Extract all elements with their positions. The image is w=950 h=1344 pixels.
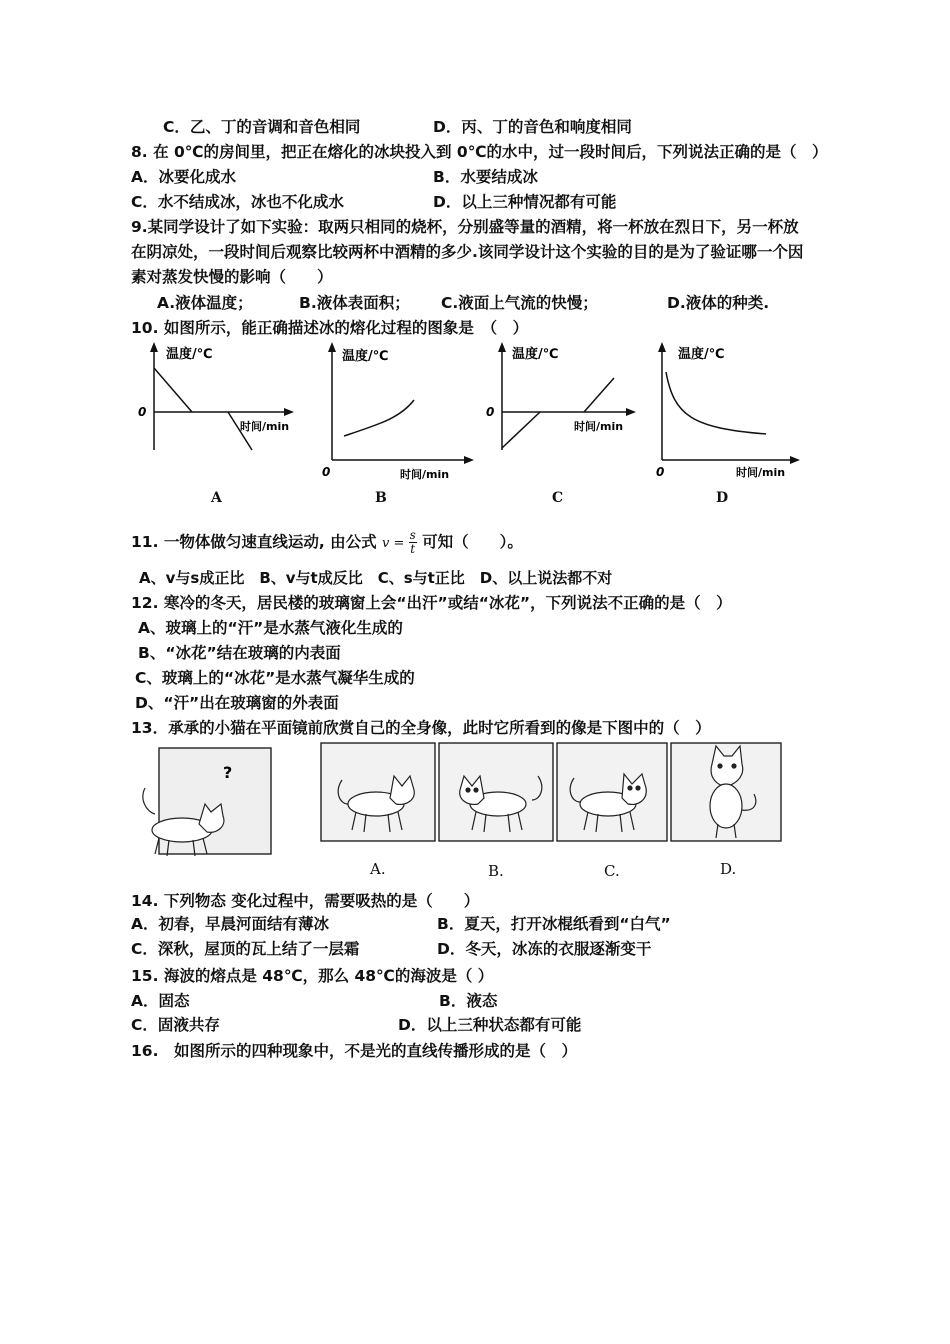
q8-option-d: D．以上三种情况都有可能 — [433, 193, 617, 211]
q15-option-c: C．固液共存 — [131, 1016, 220, 1034]
q11-stem-suffix: 可知（ ）。 — [422, 533, 523, 551]
cat-option-c — [556, 742, 668, 842]
cat-option-b-label: B. — [488, 862, 504, 880]
q14-stem: 14. 下列物态 变化过程中，需要吸热的是（ ） — [131, 892, 480, 910]
q14-option-a: A．初春，早晨河面结有薄冰 — [131, 915, 329, 933]
q9-option-a: A.液体温度； — [157, 294, 253, 312]
graph-a — [130, 340, 310, 490]
q11-stem — [131, 529, 523, 556]
q16-stem: 16. 如图所示的四种现象中，不是光的直线传播形成的是（ ） — [131, 1042, 577, 1060]
cat-option-c-label: C. — [604, 862, 620, 880]
q14-option-c: C．深秋，屋顶的瓦上结了一层霜 — [131, 940, 360, 958]
q12-option-c: C、玻璃上的“冰花”是水蒸气凝华生成的 — [135, 669, 415, 687]
graph-d-ylabel: 温度/℃ — [678, 347, 725, 362]
graph-d-label: D — [716, 490, 729, 506]
graph-c — [478, 340, 658, 490]
q9-stem-line2: 在阴凉处，一段时间后观察比较两杯中酒精的多少.该同学设计这个实验的目的是为了验证哪一个因 — [131, 243, 804, 261]
graph-a-zero: 0 — [138, 405, 147, 419]
q8-option-c: C．水不结成冰，冰也不化成水 — [131, 193, 344, 211]
q9-stem-line1: 9.某同学设计了如下实验：取两只相同的烧杯，分别盛等量的酒精，将一杯放在烈日下，另一杯放 — [131, 218, 799, 236]
graph-b — [310, 340, 490, 490]
cat-option-b — [438, 742, 554, 842]
q8-stem: 8. 在 0℃的房间里，把正在熔化的冰块投入到 0℃的水中，过一段时间后，下列说法正确的是（ ） — [131, 143, 828, 161]
q8-option-b: B．水要结成冰 — [433, 168, 538, 186]
q11-options: A、v与s成正比 B、v与t成反比 C、s与t正比 D、以上说法都不对 — [139, 569, 613, 587]
cat-option-d — [670, 742, 782, 842]
q15-option-b: B．液态 — [439, 992, 498, 1010]
q7-option-c: C．乙、丁的音调和音色相同 — [163, 118, 361, 136]
cat-option-d-label: D. — [720, 860, 737, 878]
q12-option-a: A、玻璃上的“汗”是水蒸气液化生成的 — [138, 619, 403, 637]
q14-option-b: B．夏天，打开冰棍纸看到“白气” — [437, 915, 671, 933]
q12-stem: 12. 寒冷的冬天，居民楼的玻璃窗上会“出汗”或结“冰花”，下列说法不正确的是（ ） — [131, 594, 732, 612]
graph-d-xlabel: 时间/min — [736, 466, 786, 479]
graph-c-zero: 0 — [486, 405, 495, 419]
graph-c-label: C — [552, 490, 564, 506]
graph-b-ylabel: 温度/℃ — [342, 349, 389, 364]
q11-formula: v = — [382, 536, 409, 551]
q11-denominator: t — [410, 542, 416, 556]
graph-a-label: A — [211, 490, 222, 506]
graph-c-ylabel: 温度/℃ — [512, 347, 559, 362]
q12-option-d: D、“汗”出在玻璃窗的外表面 — [135, 694, 339, 712]
q12-option-b: B、“冰花”结在玻璃的内表面 — [138, 644, 341, 662]
q15-stem: 15. 海波的熔点是 48℃，那么 48℃的海波是（ ） — [131, 967, 494, 985]
q8-option-a: A．冰要化成水 — [131, 168, 236, 186]
q15-option-a: A．固态 — [131, 992, 190, 1010]
q13-stem: 13．承承的小猫在平面镜前欣赏自己的全身像，此时它所看到的像是下图中的（ ） — [131, 719, 711, 737]
q9-option-b: B.液体表面积； — [299, 294, 410, 312]
cat-option-a — [320, 742, 436, 842]
q15-option-d: D．以上三种状态都有可能 — [398, 1016, 582, 1034]
graph-b-label: B — [375, 490, 387, 506]
q14-option-d: D．冬天，冰冻的衣服逐渐变干 — [437, 940, 652, 958]
q7-option-d: D．丙、丁的音色和响度相同 — [433, 118, 632, 136]
cat-question-mark: ? — [223, 763, 233, 782]
q10-stem: 10. 如图所示，能正确描述冰的熔化过程的图象是 （ ） — [131, 319, 529, 337]
cat-mirror-scene — [137, 742, 277, 864]
q9-option-d: D.液体的种类. — [667, 294, 770, 312]
graph-c-xlabel: 时间/min — [574, 420, 624, 433]
q9-stem-line3: 素对蒸发快慢的影响（ ） — [131, 268, 333, 286]
q11-fraction — [409, 529, 417, 556]
cat-option-a-label: A. — [370, 860, 386, 878]
graph-a-ylabel: 温度/℃ — [166, 347, 213, 362]
q11-numerator: s — [409, 528, 416, 542]
graph-d — [648, 340, 808, 490]
graph-b-xlabel: 时间/min — [400, 468, 450, 481]
q11-stem-prefix: 11. 一物体做匀速直线运动, 由公式 — [131, 533, 377, 551]
graph-d-zero: 0 — [656, 465, 665, 479]
q9-option-c: C.液面上气流的快慢； — [441, 294, 598, 312]
graph-b-zero: 0 — [322, 465, 331, 479]
graph-a-xlabel: 时间/min — [240, 420, 290, 433]
